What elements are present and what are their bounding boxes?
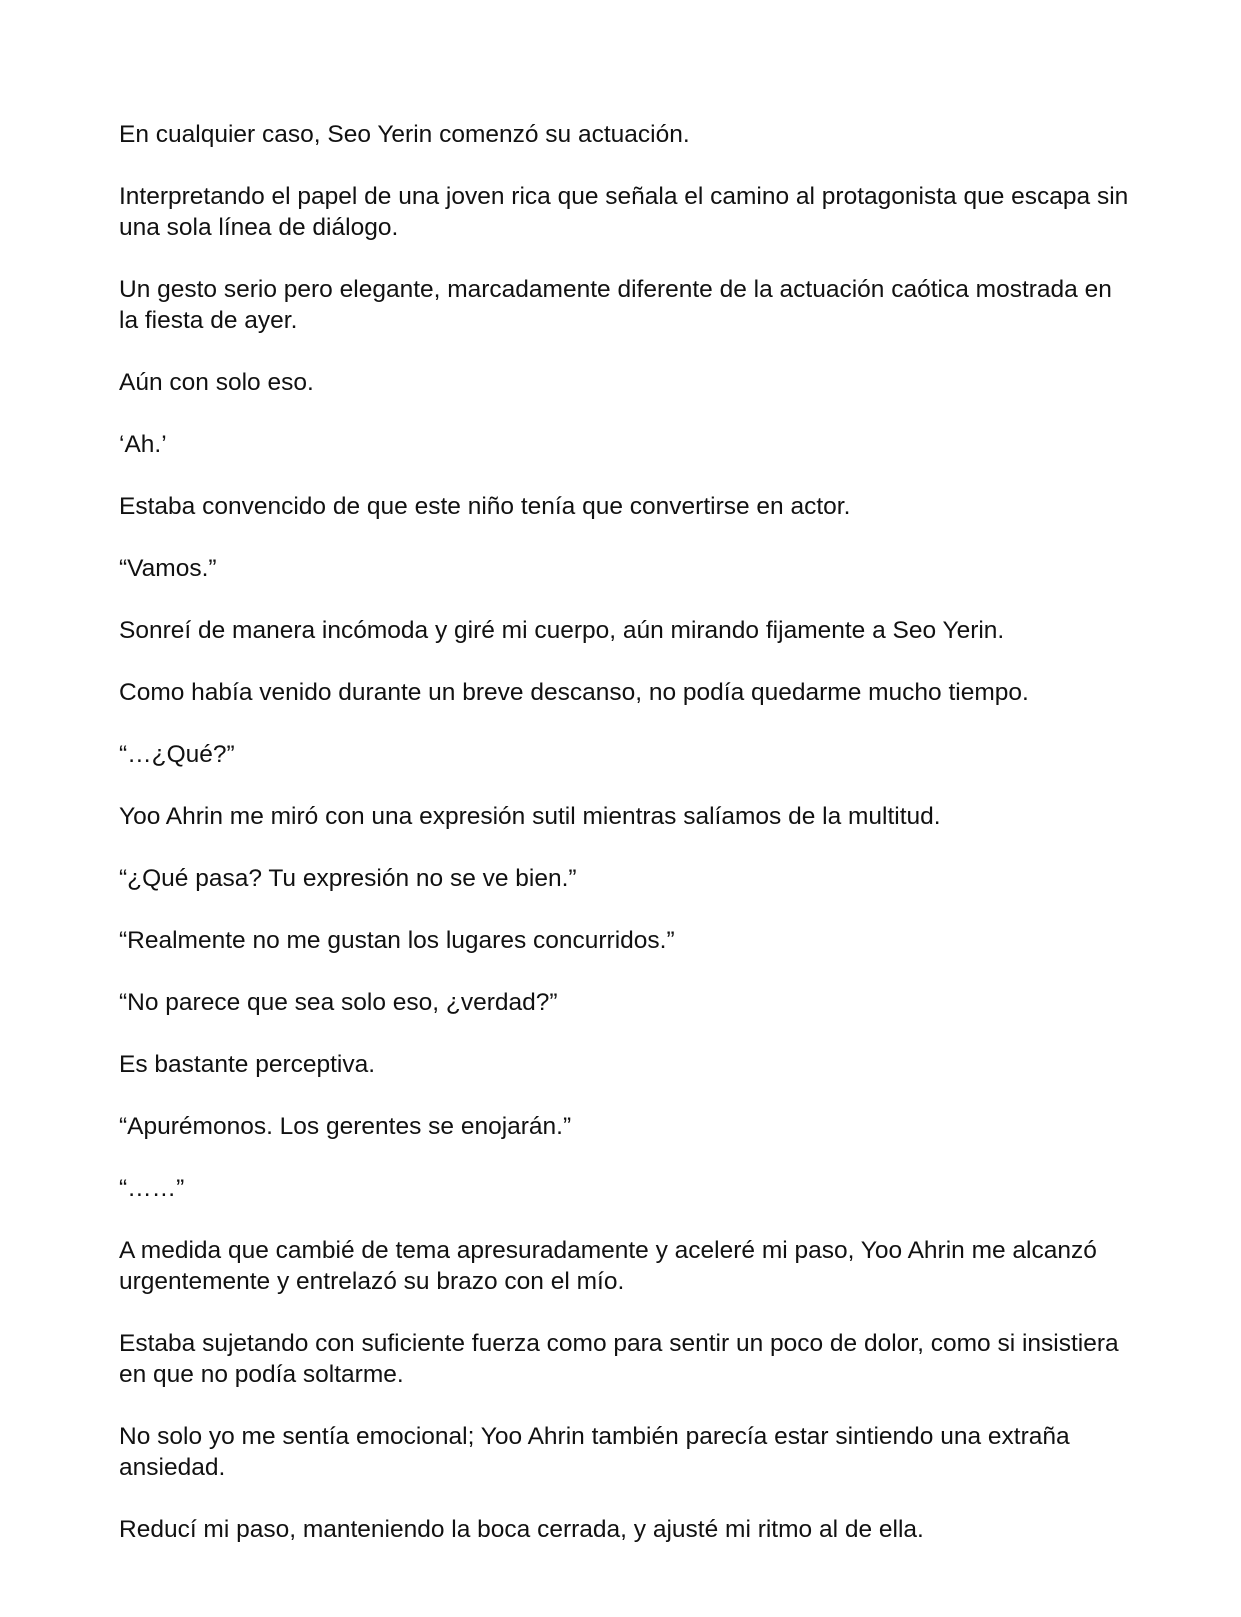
paragraph: ‘Ah.’ [119,431,167,458]
paragraph: Aún con solo eso. [119,369,314,396]
paragraph: Yoo Ahrin me miró con una expresión sutil mientras salíamos de la multitud. [119,803,941,830]
paragraph: Reducí mi paso, manteniendo la boca cerrada, y ajusté mi ritmo al de ella. [119,1516,924,1543]
paragraph: En cualquier caso, Seo Yerin comenzó su actuación. [119,121,690,148]
paragraph: Estaba sujetando con suficiente fuerza como para sentir un poco de dolor, como si insistiera en que no podía soltarme. [119,1330,1119,1388]
paragraph: “Apurémonos. Los gerentes se enojarán.” [119,1113,572,1140]
paragraph: Como había venido durante un breve descanso, no podía quedarme mucho tiempo. [119,679,1029,706]
paragraph: Estaba convencido de que este niño tenía que convertirse en actor. [119,493,851,520]
paragraph: “…¿Qué?” [119,741,235,768]
paragraph: Interpretando el papel de una joven rica que señala el camino al protagonista que escapa sin una sola línea de diálogo. [119,183,1129,241]
paragraph: Un gesto serio pero elegante, marcadamente diferente de la actuación caótica mostrada en la fiesta de ayer. [119,276,1112,334]
paragraph: No solo yo me sentía emocional; Yoo Ahrin también parecía estar sintiendo una extraña ansiedad. [119,1423,1070,1481]
paragraph: “¿Qué pasa? Tu expresión no se ve bien.” [119,865,577,892]
document-body [119,119,1129,1576]
paragraph: “Vamos.” [119,555,217,582]
paragraph: Sonreí de manera incómoda y giré mi cuerpo, aún mirando fijamente a Seo Yerin. [119,617,1005,644]
paragraph: “Realmente no me gustan los lugares concurridos.” [119,927,675,954]
paragraph: Es bastante perceptiva. [119,1051,376,1078]
paragraph: A medida que cambié de tema apresuradamente y aceleré mi paso, Yoo Ahrin me alcanzó urgentemente y entrelazó su brazo con el mío. [119,1237,1097,1295]
paragraph: “No parece que sea solo eso, ¿verdad?” [119,989,558,1016]
paragraph: “……” [119,1175,185,1202]
